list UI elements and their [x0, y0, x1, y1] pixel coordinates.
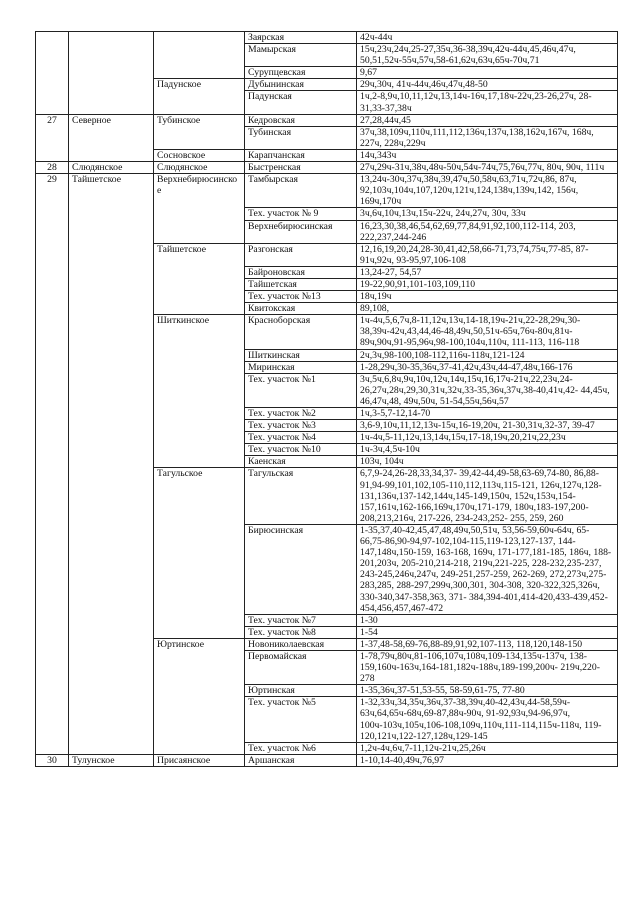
sub-forestry-cell: Быстренская	[245, 162, 357, 174]
row-number	[36, 79, 69, 91]
table-row	[36, 742, 618, 754]
forestry-cell	[154, 420, 245, 432]
forestry-cell: Слюдянское	[154, 162, 245, 174]
district-cell	[69, 626, 154, 638]
forestry-cell	[154, 614, 245, 626]
row-number: 30	[36, 754, 69, 766]
forestry-cell: Падунское	[154, 79, 245, 91]
district-cell	[69, 315, 154, 349]
district-cell	[69, 614, 154, 626]
district-cell	[69, 79, 154, 91]
sub-forestry-cell: Байроновская	[245, 266, 357, 278]
quarters-cell: 12,16,19,20,24,28-30,41,42,58,66-71,73,74,75ч,77-85, 87-91ч,92ч, 93-95,97,106-108	[357, 243, 618, 266]
quarters-cell: 1-30	[357, 614, 618, 626]
table-row	[36, 208, 618, 220]
sub-forestry-cell: Квитокская	[245, 303, 357, 315]
forestry-cell	[154, 432, 245, 444]
quarters-cell: 1-35,36ч,37-51,53-55, 58-59,61-75, 77-80	[357, 685, 618, 697]
row-number	[36, 638, 69, 650]
quarters-cell: 15ч,23ч,24ч,25-27,35ч,36-38,39ч,42ч-44ч,45,46ч,47ч, 50,51,52ч-55ч,57ч,58-61,62ч,63ч,65ч-70ч,71	[357, 44, 618, 67]
table-row	[36, 220, 618, 243]
quarters-cell: 3ч,6ч,10ч,13ч,15ч-22ч, 24ч,27ч, 30ч, 33ч	[357, 208, 618, 220]
quarters-cell: 29ч,30ч, 41ч-44ч,46ч,47ч,48-50	[357, 79, 618, 91]
district-cell: Слюдянское	[69, 162, 154, 174]
table-row	[36, 468, 618, 524]
forestry-cell	[154, 742, 245, 754]
row-number	[36, 614, 69, 626]
forestry-cell	[154, 303, 245, 315]
forestry-cell	[154, 444, 245, 456]
district-cell	[69, 685, 154, 697]
forestry-cell: Шиткинское	[154, 315, 245, 349]
row-number	[36, 432, 69, 444]
forestry-cell	[154, 697, 245, 742]
quarters-cell: 42ч-44ч	[357, 32, 618, 44]
district-cell	[69, 408, 154, 420]
sub-forestry-cell: Тех. участок №5	[245, 697, 357, 742]
quarters-cell: 27,28,44ч,45	[357, 114, 618, 126]
district-cell	[69, 361, 154, 373]
forestry-cell: Тайшетское	[154, 243, 245, 266]
district-cell	[69, 266, 154, 278]
row-number	[36, 315, 69, 349]
quarters-cell: 2ч,3ч,98-100,108-112,116ч-118ч,121-124	[357, 349, 618, 361]
quarters-cell: 14ч,343ч	[357, 149, 618, 161]
sub-forestry-cell: Тех. участок №4	[245, 432, 357, 444]
row-number	[36, 266, 69, 278]
table-row	[36, 174, 618, 208]
row-number	[36, 468, 69, 524]
row-number	[36, 220, 69, 243]
forestry-cell	[154, 349, 245, 361]
forestry-cell	[154, 373, 245, 407]
sub-forestry-cell: Каенская	[245, 456, 357, 468]
forestry-table-body	[36, 32, 618, 767]
forestry-cell	[154, 220, 245, 243]
table-row	[36, 67, 618, 79]
quarters-cell: 1ч,2-8,9ч,10,11,12ч,13,14ч-16ч,17,18ч-22ч,23-26,27ч, 28-31,33-37,38ч	[357, 91, 618, 114]
table-row	[36, 408, 618, 420]
quarters-cell: 13,24-27, 54,57	[357, 266, 618, 278]
table-row	[36, 650, 618, 684]
table-row	[36, 685, 618, 697]
sub-forestry-cell: Дубынинская	[245, 79, 357, 91]
quarters-cell: 13,24ч-30ч,37ч,38ч,39,47ч,50,58ч,63,71ч,72ч,86, 87ч, 92,103ч,104ч,107,120ч,121ч,124,138ч,139ч,142, 156ч, 169ч,170ч	[357, 174, 618, 208]
sub-forestry-cell: Тех. участок №8	[245, 626, 357, 638]
quarters-cell: 3ч,5ч,6,8ч,9ч,10ч,12ч,14ч,15ч,16,17ч-21ч,22,23ч,24- 26,27ч,28ч,29,30,31ч,32ч,33-35,36ч,37ч,38-40,41ч,42- 44,45ч, 46,47ч,48, 49ч,50ч, 51-54,55ч,56ч,57	[357, 373, 618, 407]
forestry-cell	[154, 126, 245, 149]
forestry-cell	[154, 266, 245, 278]
table-row	[36, 432, 618, 444]
district-cell	[69, 67, 154, 79]
quarters-cell: 1ч-3ч,4,5ч-10ч	[357, 444, 618, 456]
quarters-cell: 19-22,90,91,101-103,109,110	[357, 278, 618, 290]
sub-forestry-cell: Тех. участок №1	[245, 373, 357, 407]
forestry-cell: Сосновское	[154, 149, 245, 161]
table-row	[36, 278, 618, 290]
district-cell	[69, 32, 154, 44]
table-row	[36, 291, 618, 303]
district-cell	[69, 444, 154, 456]
row-number	[36, 626, 69, 638]
district-cell	[69, 243, 154, 266]
forestry-cell	[154, 44, 245, 67]
district-cell	[69, 278, 154, 290]
sub-forestry-cell: Падунская	[245, 91, 357, 114]
sub-forestry-cell: Первомайская	[245, 650, 357, 684]
sub-forestry-cell: Тагульская	[245, 468, 357, 524]
district-cell	[69, 291, 154, 303]
district-cell	[69, 91, 154, 114]
quarters-cell: 1-54	[357, 626, 618, 638]
table-row	[36, 349, 618, 361]
district-cell	[69, 149, 154, 161]
forestry-cell	[154, 91, 245, 114]
table-row	[36, 162, 618, 174]
district-cell	[69, 420, 154, 432]
table-row	[36, 126, 618, 149]
quarters-cell: 9,67	[357, 67, 618, 79]
sub-forestry-cell: Тех. участок №6	[245, 742, 357, 754]
quarters-cell: 1-28,29ч,30-35,36ч,37-41,42ч,43ч,44-47,48ч,166-176	[357, 361, 618, 373]
district-cell	[69, 650, 154, 684]
district-cell: Тайшетское	[69, 174, 154, 208]
forestry-cell	[154, 291, 245, 303]
table-row	[36, 361, 618, 373]
sub-forestry-cell: Бирюсинская	[245, 524, 357, 614]
quarters-cell: 89,108,	[357, 303, 618, 315]
row-number	[36, 650, 69, 684]
table-row	[36, 638, 618, 650]
table-row	[36, 91, 618, 114]
row-number	[36, 697, 69, 742]
forestry-cell: Тубинское	[154, 114, 245, 126]
forestry-cell	[154, 685, 245, 697]
table-row	[36, 79, 618, 91]
table-row	[36, 114, 618, 126]
row-number	[36, 349, 69, 361]
sub-forestry-cell: Юртинская	[245, 685, 357, 697]
quarters-cell: 1-32,33ч,34,35ч,36ч,37-38,39ч,40-42,43ч,44-58,59ч- 63ч,64,65ч-68ч,69-87,88ч-90ч, 91-92,93ч,94-96,97ч, 100ч-103ч,105ч,106-108,109ч,110ч,111-114,115ч-118ч, 119-120,121ч,122-127,128ч,129-145	[357, 697, 618, 742]
quarters-cell: 1ч-4ч,5,6,7ч,8-11,12ч,13ч,14-18,19ч-21ч,22-28,29ч,30- 38,39ч-42ч,43,44,46-48,49ч,50,51ч-65ч,76ч-80ч,81ч- 89ч,90ч,91-95,96ч,98-100,104ч,110ч, 111-113, 116-118	[357, 315, 618, 349]
table-row	[36, 149, 618, 161]
table-row	[36, 697, 618, 742]
forestry-cell	[154, 626, 245, 638]
forestry-cell: Верхнебирюсинское	[154, 174, 245, 208]
quarters-cell: 18ч,19ч	[357, 291, 618, 303]
forestry-cell	[154, 524, 245, 614]
row-number	[36, 361, 69, 373]
sub-forestry-cell: Красноборская	[245, 315, 357, 349]
sub-forestry-cell: Кедровская	[245, 114, 357, 126]
row-number	[36, 685, 69, 697]
quarters-cell: 1-37,48-58,69-76,88-89,91,92,107-113, 118,120,148-150	[357, 638, 618, 650]
sub-forestry-cell: Аршанская	[245, 754, 357, 766]
row-number: 28	[36, 162, 69, 174]
quarters-cell: 1ч-4ч,5-11,12ч,13,14ч,15ч,17-18,19ч,20,21ч,22,23ч	[357, 432, 618, 444]
district-cell	[69, 349, 154, 361]
quarters-cell: 16,23,30,38,46,54,62,69,77,84,91,92,100,112-114, 203, 222,237,244-246	[357, 220, 618, 243]
row-number	[36, 456, 69, 468]
table-row	[36, 315, 618, 349]
row-number	[36, 243, 69, 266]
row-number	[36, 444, 69, 456]
sub-forestry-cell: Тамбырская	[245, 174, 357, 208]
forestry-table	[35, 31, 618, 767]
table-row	[36, 44, 618, 67]
row-number	[36, 149, 69, 161]
forestry-cell	[154, 208, 245, 220]
row-number	[36, 278, 69, 290]
sub-forestry-cell: Карапчанская	[245, 149, 357, 161]
district-cell	[69, 44, 154, 67]
quarters-cell: 1ч,3-5,7-12,14-70	[357, 408, 618, 420]
forestry-cell: Присаянское	[154, 754, 245, 766]
sub-forestry-cell: Тубинская	[245, 126, 357, 149]
quarters-cell: 1-78,79ч,80ч,81-106,107ч,108ч,109-134,135ч-137ч, 138-159,160ч-163ч,164-181,182ч-188ч,189-199,200ч- 219ч,220-278	[357, 650, 618, 684]
row-number	[36, 44, 69, 67]
quarters-cell: 1-10,14-40,49ч,76,97	[357, 754, 618, 766]
row-number	[36, 420, 69, 432]
table-row	[36, 32, 618, 44]
table-row	[36, 303, 618, 315]
row-number	[36, 91, 69, 114]
row-number	[36, 742, 69, 754]
row-number	[36, 291, 69, 303]
quarters-cell: 3,6-9,10ч,11,12,13ч-15ч,16-19,20ч, 21-30,31ч,32-37, 39-47	[357, 420, 618, 432]
sub-forestry-cell: Тех. участок №3	[245, 420, 357, 432]
row-number	[36, 524, 69, 614]
row-number: 29	[36, 174, 69, 208]
forestry-cell	[154, 650, 245, 684]
district-cell	[69, 468, 154, 524]
table-row	[36, 524, 618, 614]
row-number	[36, 208, 69, 220]
row-number	[36, 126, 69, 149]
district-cell	[69, 373, 154, 407]
sub-forestry-cell: Сурупцевская	[245, 67, 357, 79]
table-row	[36, 243, 618, 266]
district-cell	[69, 638, 154, 650]
forestry-cell	[154, 408, 245, 420]
sub-forestry-cell: Шиткинская	[245, 349, 357, 361]
table-row	[36, 626, 618, 638]
forestry-cell	[154, 278, 245, 290]
table-row	[36, 373, 618, 407]
district-cell	[69, 208, 154, 220]
sub-forestry-cell: Разгонская	[245, 243, 357, 266]
sub-forestry-cell: Тех. участок №2	[245, 408, 357, 420]
row-number: 27	[36, 114, 69, 126]
forestry-cell: Тагульское	[154, 468, 245, 524]
district-cell	[69, 432, 154, 444]
table-row	[36, 266, 618, 278]
row-number	[36, 67, 69, 79]
sub-forestry-cell: Мамырская	[245, 44, 357, 67]
forestry-cell	[154, 361, 245, 373]
table-row	[36, 614, 618, 626]
table-row	[36, 444, 618, 456]
table-row	[36, 754, 618, 766]
table-row	[36, 420, 618, 432]
forestry-cell: Юртинское	[154, 638, 245, 650]
district-cell	[69, 524, 154, 614]
sub-forestry-cell: Тех. участок № 9	[245, 208, 357, 220]
sub-forestry-cell: Заярская	[245, 32, 357, 44]
sub-forestry-cell: Тех. участок №10	[245, 444, 357, 456]
district-cell: Северное	[69, 114, 154, 126]
quarters-cell: 1-35,37,40-42,45,47,48,49ч,50,51ч, 53,56-59,60ч-64ч, 65-66,75-86,90-94,97-102,104-115,119-123,127-137, 144-147,148ч,150-159, 163-168, 169ч, 171-177,181-185, 186ч, 188-201,203ч, 205-210,214-218, 219ч,221-225, 228-232,235-237, 243-245,246ч,247ч, 249-251,257-259, 262-269, 272,273ч,275-283,285, 288-297,299ч,300,301, 304-308, 320-322,325,326ч, 330-340,347-358,363, 371- 384,394-401,414-420,433-439,452-454,456,457,467-472	[357, 524, 618, 614]
quarters-cell: 37ч,38,109ч,110ч,111,112,136ч,137ч,138,162ч,167ч, 168ч, 227ч, 228ч,229ч	[357, 126, 618, 149]
quarters-cell: 27ч,29ч-31ч,38ч,48ч-50ч,54ч-74ч,75,76ч,77ч, 80ч, 90ч, 111ч	[357, 162, 618, 174]
sub-forestry-cell: Тайшетская	[245, 278, 357, 290]
district-cell	[69, 456, 154, 468]
district-cell	[69, 126, 154, 149]
sub-forestry-cell: Тех. участок №13	[245, 291, 357, 303]
forestry-cell	[154, 67, 245, 79]
forestry-cell	[154, 32, 245, 44]
row-number	[36, 373, 69, 407]
district-cell: Тулунское	[69, 754, 154, 766]
sub-forestry-cell: Верхнебирюсинская	[245, 220, 357, 243]
district-cell	[69, 697, 154, 742]
table-row	[36, 456, 618, 468]
district-cell	[69, 303, 154, 315]
quarters-cell: 6,7,9-24,26-28,33,34,37- 39,42-44,49-58,63-69,74-80, 86,88-91,94-99,101,102,105-110,112,113ч,115-121, 126ч,127ч,128-131,136ч,137-142,144ч,145-149,150ч, 152ч,153ч,154-157,161ч,162-166,169ч,170ч,171-179, 180ч,183-197,200-208,213,216ч, 217-226, 234-243,252- 255, 259, 260	[357, 468, 618, 524]
sub-forestry-cell: Новониколаевская	[245, 638, 357, 650]
sub-forestry-cell: Миринская	[245, 361, 357, 373]
row-number	[36, 32, 69, 44]
district-cell	[69, 742, 154, 754]
quarters-cell: 103ч, 104ч	[357, 456, 618, 468]
row-number	[36, 408, 69, 420]
row-number	[36, 303, 69, 315]
district-cell	[69, 220, 154, 243]
sub-forestry-cell: Тех. участок №7	[245, 614, 357, 626]
quarters-cell: 1,2ч-4ч,6ч,7-11,12ч-21ч,25,26ч	[357, 742, 618, 754]
forestry-cell	[154, 456, 245, 468]
